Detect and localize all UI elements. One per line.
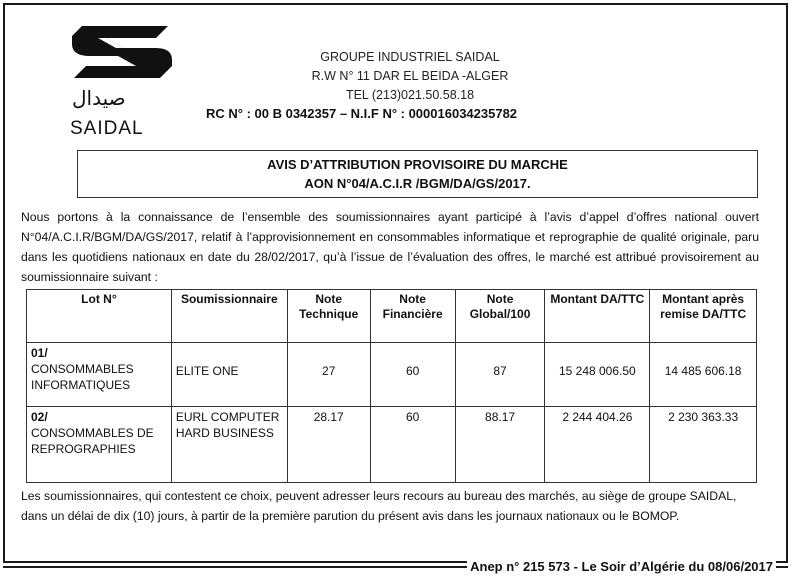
- header-global-score: Note Global/100: [455, 290, 545, 343]
- fin-score-cell: 60: [370, 407, 455, 483]
- company-phone: TEL (213)021.50.58.18: [345, 88, 475, 102]
- notice-title: AVIS D’ATTRIBUTION PROVISOIRE DU MARCHE: [267, 157, 568, 172]
- header-fin-score: Note Financière: [370, 290, 455, 343]
- amount-cell: 2 244 404.26: [545, 407, 650, 483]
- table-header-row: [27, 290, 757, 343]
- publication-footer: Anep n° 215 573 - Le Soir d’Algérie du 08/06/2017: [467, 559, 776, 575]
- tech-score-cell: 27: [287, 343, 370, 407]
- closing-paragraph: Les soumissionnaires, qui contestent ce choix, peuvent adresser leurs recours au bureau des marchés, au siège de groupe SAIDAL, dans un délai de dix (10) jours, à partir de la première parution du présent avis dans les journaux nationaux ou le BOMOP.: [21, 489, 737, 523]
- lot-name: CONSOMMABLES INFORMATIQUES: [31, 362, 134, 392]
- lot-number: 02/: [31, 410, 48, 424]
- lot-cell: [27, 407, 172, 483]
- table-row: [27, 407, 757, 483]
- header-tech-score: Note Technique: [287, 290, 370, 343]
- notice-reference: AON N°04/A.C.I.R /BGM/DA/GS/2017.: [304, 176, 531, 191]
- registry-numbers: RC N° : 00 B 0342357 – N.I.F N° : 000016034235782: [206, 106, 518, 121]
- saidal-logo: [60, 22, 180, 86]
- tech-score-cell: 28.17: [287, 407, 370, 483]
- global-score-cell: 87: [455, 343, 545, 407]
- header-discount-amount: Montant après remise DA/TTC: [650, 290, 757, 343]
- lot-name: CONSOMMABLES DE REPROGRAPHIES: [31, 426, 154, 456]
- discount-amount-cell: 14 485 606.18: [650, 343, 757, 407]
- header-amount: Montant DA/TTC: [545, 290, 650, 343]
- discount-amount-cell: 2 230 363.33: [650, 407, 757, 483]
- bidder-cell: EURL COMPUTER HARD BUSINESS: [171, 407, 287, 483]
- table-row: [27, 343, 757, 407]
- award-table: [26, 289, 757, 483]
- bidder-cell: ELITE ONE: [171, 343, 287, 407]
- latin-company-name: SAIDAL: [70, 118, 144, 139]
- arabic-company-name: صيدال: [72, 86, 126, 110]
- global-score-cell: 88.17: [455, 407, 545, 483]
- lot-cell: [27, 343, 172, 407]
- intro-paragraph: Nous portons à la connaissance de l’ensemble des soumissionnaires ayant participé à l’avis d’appel d’offres national ouvert N°04/A.C.I.R/BGM/DA/GS/2017, relatif à l’approvisionnement en consommables informatique et reprographie de qualité originale, paru dans les quotidiens nationaux en date du 28/02/2017, qu’à l’issue de l’évaluation des offres, le marché est attribué provisoirement au soumissionnaire suivant :: [21, 210, 759, 284]
- group-name: GROUPE INDUSTRIEL SAIDAL: [320, 50, 500, 64]
- notice-title-box: [77, 150, 758, 198]
- amount-cell: 15 248 006.50: [545, 343, 650, 407]
- company-address: R.W N° 11 DAR EL BEIDA -ALGER: [311, 69, 509, 83]
- fin-score-cell: 60: [370, 343, 455, 407]
- lot-number: 01/: [31, 346, 48, 360]
- header-lot: Lot N°: [27, 290, 172, 343]
- header-bidder: Soumissionnaire: [171, 290, 287, 343]
